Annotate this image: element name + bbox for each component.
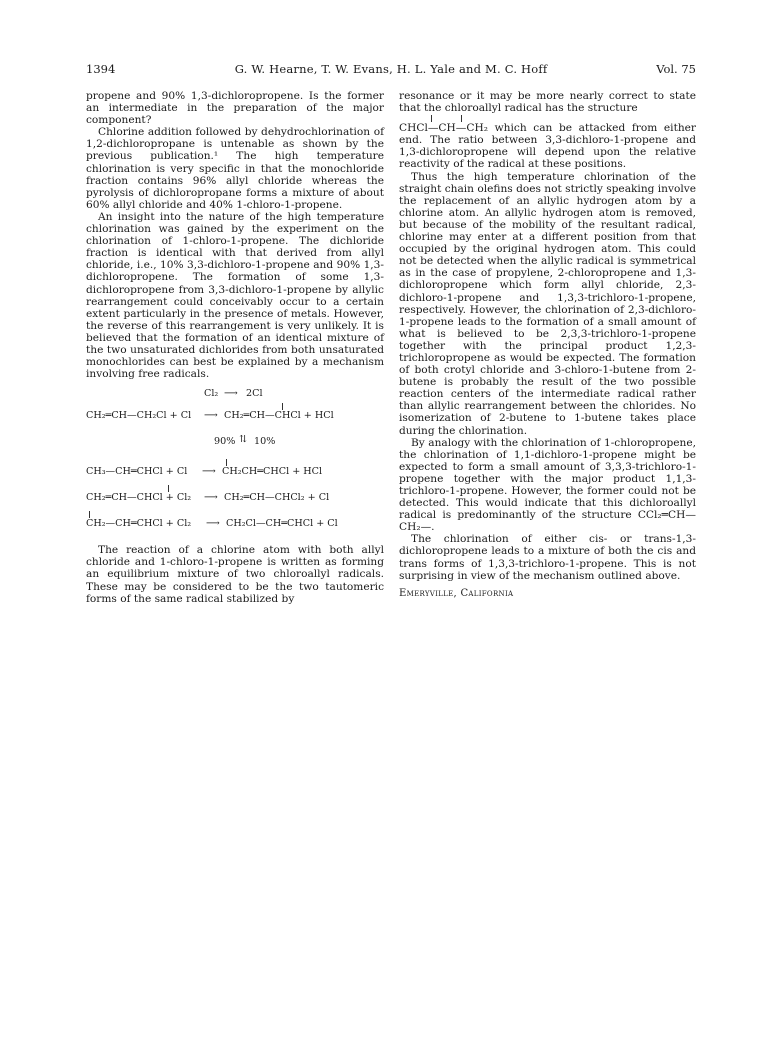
arrow-icon: ⟶ xyxy=(202,466,216,478)
arrow-icon: ⟶ xyxy=(224,388,238,400)
paragraph: The chlorination of either cis- or trans-1,3-dichloropropene leads to a mixture of both the cis and trans forms of 1,3,3-trichloro-1-propene. This is not surprising in view of the mechanism outlined above. xyxy=(399,533,696,582)
eq-left: CH₃—CH═CHCl + Cl xyxy=(86,466,188,478)
eq-right: CH₂═CH—CHCl + HCl xyxy=(224,410,334,422)
equilibrium-ratio xyxy=(86,436,384,466)
reaction-scheme xyxy=(86,388,384,538)
eq-right: 2Cl xyxy=(246,388,263,400)
eq-right: CH₂CH═CHCl + HCl xyxy=(222,466,323,478)
eq-right: CH₂Cl—CH═CHCl + Cl xyxy=(226,518,338,530)
radical-bond xyxy=(168,485,169,492)
eq-right: CH₂═CH—CHCl₂ + Cl xyxy=(224,492,330,504)
pct-right: 10% xyxy=(254,436,276,448)
equilibrium-arrows-icon: ⇅ xyxy=(239,434,248,446)
right-column xyxy=(399,90,696,600)
arrow-icon: ⟶ xyxy=(206,518,220,530)
eq-left: CH₂═CH—CH₂Cl + Cl xyxy=(86,410,192,422)
paragraph: An insight into the nature of the high temperature chlorination was gained by the experiment on the chlorination of 1-chloro-1-propene. The dichloride fraction is identical with that derived from allyl chloride, i.e., 10% 3,3-dichloro-1-propene and 90% 1,3-dichloropropene. The formation of some 1,3-dichloropropene from 3,3-dichloro-1-propene by allylic rearrangement could conceivably occur to a certain extent particularly in the presence of metals. However, the reverse of this rearrangement is very unlikely. It is believed that the formation of an identical mixture of the two unsaturated dichlorides from both unsaturated monochlorides can best be explained by a mechanism involving free radicals. xyxy=(86,210,384,381)
equation-4 xyxy=(86,492,384,518)
running-header xyxy=(86,62,696,78)
pct-left: 90% xyxy=(214,436,236,448)
paragraph-text: which can be attacked from either end. The ratio between 3,3-dichloro-1-propene and 1,3-dichloropropene will depend upon the relative reactivity of the radical at these positions. xyxy=(399,122,696,171)
eq-left: CH₂═CH—CHCl + Cl₂ xyxy=(86,492,192,504)
radical-bond xyxy=(89,511,90,518)
paragraph: propene and 90% 1,3-dichloropropene. Is the former an intermediate in the preparation of the major component? xyxy=(86,90,384,127)
radical-bond xyxy=(226,459,227,466)
paragraph: Chlorine addition followed by dehydrochlorination of 1,2-dichloropropane is untenable as shown by the previous publication.¹ The high temperature chlorination is very specific in that the monochloride fraction contains 96% allyl chloride whereas the pyrolysis of dichloropropane forms a mixture of about 60% allyl chloride and 40% 1-chloro-1-propene. xyxy=(86,126,384,211)
paragraph: Thus the high temperature chlorination of the straight chain olefins does not strictly speaking involve the replacement of an allylic hydrogen atom by a chlorine atom. An allylic hydrogen atom is removed, but because of the mobility of the resultant radical, chlorine may enter at a different position from that occupied by the original hydrogen atom. This could not be detected when the allylic radical is symmetrical as in the case of propylene, 2-chloropropene and 1,3-dichloropropene which form allyl chloride, 2,3-dichloro-1-propene and 1,3,3-trichloro-1-propene, respectively. However, the chlorination of 2,3-dichloro-1-propene leads to the formation of a small amount of what is believed to be 2,3,3-trichloro-1-propene together with the principal product 1,2,3-trichloropropene as would be expected. The formation of both crotyl chloride and 3-chloro-1-butene from 2-butene is probably the result of the two possible reaction centers of the intermediate radical rather than allylic rearrangement between the chlorides. No isomerization of 2-butene to 1-butene takes place during the chlorination. xyxy=(399,170,697,437)
arrow-icon: ⟶ xyxy=(204,492,218,504)
paragraph: The reaction of a chlorine atom with both allyl chloride and 1-chloro-1-propene is written as forming an equilibrium mixture of two chloroallyl radicals. These may be considered to be the two tautomeric forms of the same radical stabilized by xyxy=(86,544,384,605)
paragraph: By analogy with the chlorination of 1-chloropropene, the chlorination of 1,1-dichloro-1-propene might be expected to form a small amount of 3,3,3-trichloro-1-propene together with the major product 1,1,3-trichloro-1-propene. However, the former could not be detected. This would indicate that this dichloroallyl radical is predominantly of the structure CCl₂═CH—CH₂—. xyxy=(399,436,696,534)
eq-left: Cl₂ xyxy=(204,388,219,400)
author-line: G. W. Hearne, T. W. Evans, H. L. Yale and M. C. Hoff xyxy=(234,62,548,76)
page-number: 1394 xyxy=(86,62,116,76)
equation-5 xyxy=(86,518,384,538)
volume-label: Vol. 75 xyxy=(656,62,696,76)
radical-structure: CHCl—CH—CH₂ xyxy=(399,122,488,135)
left-column xyxy=(86,90,384,605)
arrow-icon: ⟶ xyxy=(204,410,218,422)
radical-bond xyxy=(282,403,283,410)
equation-2 xyxy=(86,410,384,436)
affiliation: Emeryville, California xyxy=(399,587,514,599)
radical-bond xyxy=(461,115,462,122)
equation-1 xyxy=(86,388,384,410)
paragraph: resonance or it may be more nearly correct to state that the chloroallyl radical has the structure xyxy=(399,90,696,115)
eq-left: CH₂—CH═CHCl + Cl₂ xyxy=(86,518,192,530)
paragraph xyxy=(399,122,696,170)
equation-3 xyxy=(86,466,384,492)
radical-bond xyxy=(431,115,432,122)
